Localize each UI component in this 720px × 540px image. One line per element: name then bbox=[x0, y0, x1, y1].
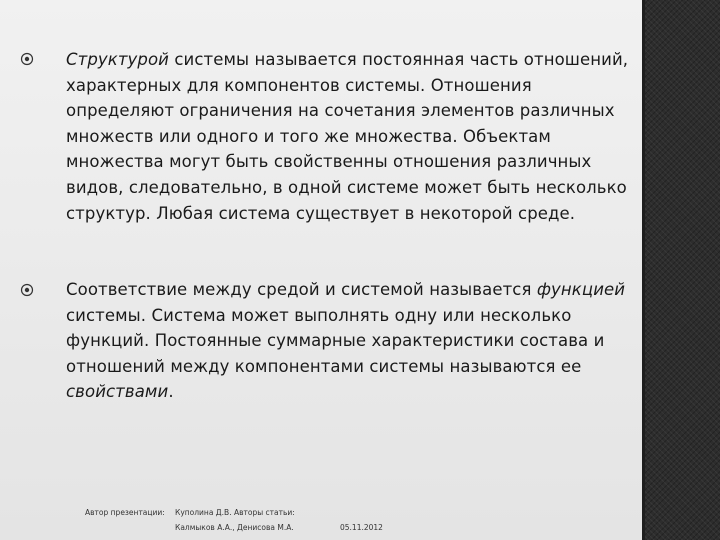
footer-author-label: Автор презентации: bbox=[85, 508, 165, 517]
bullet-icon bbox=[20, 283, 34, 297]
paragraph-text: . bbox=[168, 382, 174, 402]
footer-author-line2: Калмыков А.А., Денисова М.А. bbox=[175, 523, 294, 532]
paragraph-text: системы. Система может выполнять одну или несколько функций. Постоянные суммарные характеристики состава и отношений между компонентами системы называются ее bbox=[66, 305, 605, 376]
paragraph-function bbox=[66, 277, 634, 405]
footer-date: 05.11.2012 bbox=[340, 523, 383, 532]
term-function: функцией bbox=[536, 280, 626, 299]
term-structure: Структурой bbox=[66, 50, 170, 69]
sidebar-edge bbox=[642, 0, 645, 540]
paragraph-text: Соответствие между средой и системой называется bbox=[66, 280, 537, 299]
footer-author-line1: Куполина Д.В. Авторы статьи: bbox=[175, 508, 295, 517]
paragraph-structure bbox=[66, 47, 634, 226]
bullet-icon bbox=[20, 52, 34, 66]
decorative-sidebar bbox=[642, 0, 720, 540]
paragraph-text: системы называется постоянная часть отношений, характерных для компонентов системы. Отношения определяют ограничения на сочетания элементов различных множеств или одного и того же множества. Объектам множества могут быть свойственны отношения различных видов, следовательно, в одной системе может быть несколько структур. Любая система существует в некоторой среде. bbox=[66, 50, 629, 223]
term-properties: свойствами bbox=[66, 382, 169, 402]
